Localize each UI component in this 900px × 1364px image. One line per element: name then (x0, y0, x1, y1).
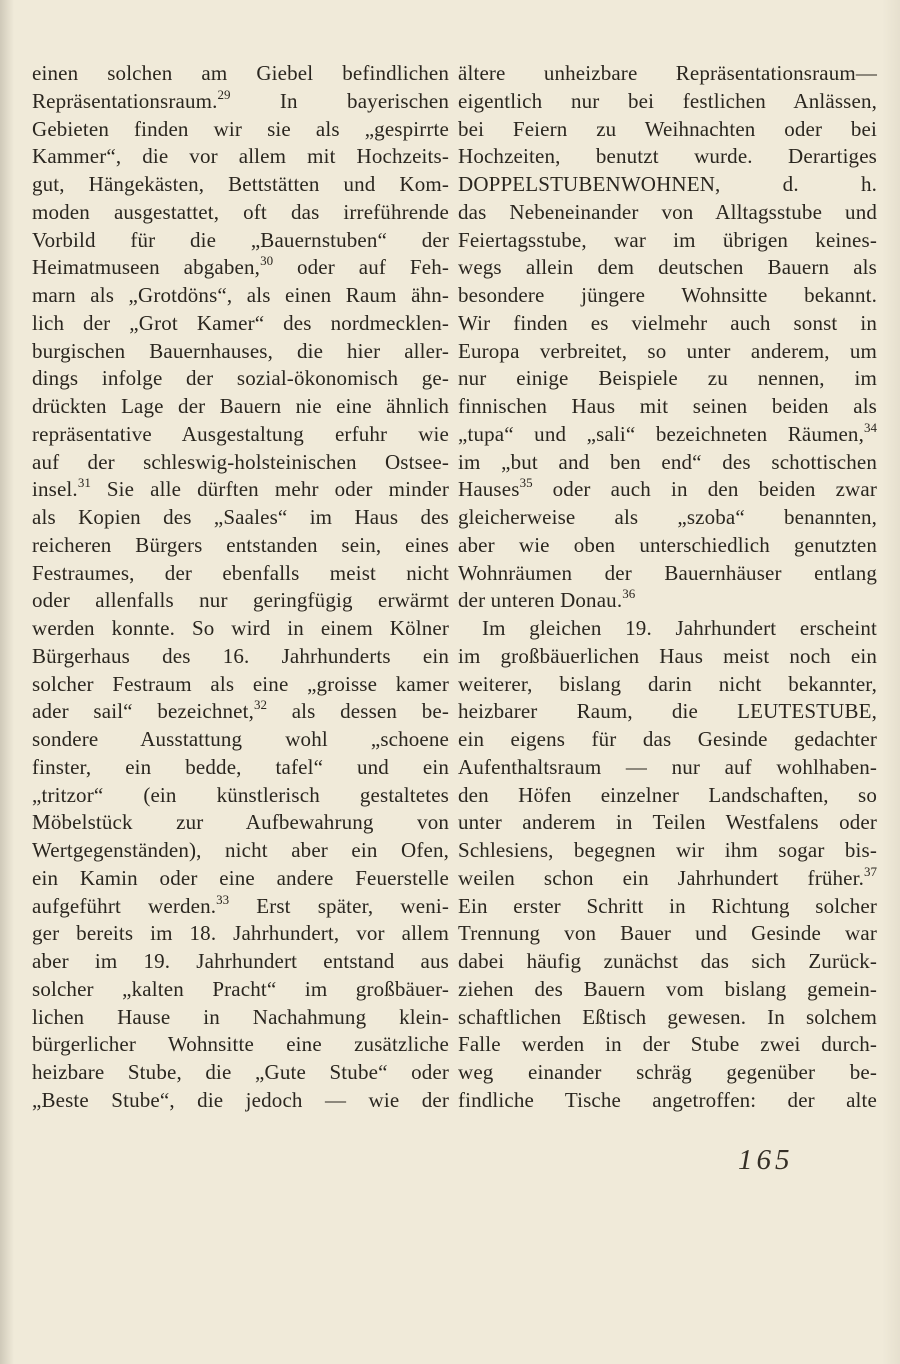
footnote-ref: 29 (217, 86, 231, 102)
text-line: Feiertagsstube, war im übrigen keines- (458, 227, 877, 252)
scan-edge-shadow-left (0, 0, 14, 1364)
text-line: einen solchen am Giebel befindlichen (32, 61, 449, 85)
text-line: Aufenthaltsraum — nur auf wohlhaben- (458, 754, 877, 779)
text-line: auf der schleswig-holsteinischen Ostsee- (32, 449, 449, 474)
text-line: ältere unheizbare Repräsentationsraum— (458, 61, 877, 85)
text-line: Kammer“, die vor allem mit Hochzeits- (32, 144, 449, 169)
text-line: heizbare Stube, die „Gute Stube“ oder (32, 1060, 449, 1084)
text-line: Hauses$^{35}$ oder auch in den beiden zwar (458, 475, 877, 502)
text-line: gut, Hängekästen, Bettstätten und Kom- (32, 172, 449, 196)
text-line: werden konnte. So wird in einem Kölner (32, 616, 449, 640)
footnote-ref: 34 (864, 419, 877, 435)
footnote-ref: 36 (622, 586, 636, 602)
text-line: als Kopien des „Saales“ im Haus des (32, 505, 449, 529)
text-line: Trennung von Bauer und Gesinde war (458, 921, 877, 946)
text-line: reicheren Bürgers entstanden sein, eines (32, 532, 449, 557)
text-line: Schlesiens, begegnen wir ihm sogar bis- (458, 838, 877, 862)
text-line: Falle werden in der Stube zwei durch- (458, 1032, 877, 1057)
right-column (458, 60, 877, 1115)
text-line: repräsentative Ausgestaltung erfuhr wie (32, 421, 449, 446)
text-line: schaftlichen Eßtisch gewesen. In solchem (458, 1004, 877, 1029)
scan-edge-shadow-right (882, 0, 900, 1364)
text-line: moden ausgestattet, oft das irreführende (32, 199, 449, 224)
text-line: Ein erster Schritt in Richtung solcher (458, 893, 877, 918)
text-line: solcher „kalten Pracht“ im großbäuer- (32, 976, 449, 1001)
text-line: „tritzor“ (ein künstlerisch gestaltetes (32, 782, 449, 807)
text-line: der unteren Donau.$^{36}$ (458, 586, 636, 613)
footnote-ref: 31 (77, 475, 91, 491)
text-line: im großbäuerlichen Haus meist noch ein (458, 643, 877, 668)
text-line: ein eigens für das Gesinde gedachter (458, 727, 877, 751)
text-line: drückten Lage der Bauern nie eine ähnlich (32, 394, 449, 418)
text-line: Festraumes, der ebenfalls meist nicht (32, 560, 449, 585)
footnote-ref: 32 (254, 697, 268, 713)
text-line: ger bereits im 18. Jahrhundert, vor allem (32, 921, 449, 946)
text-line: insel.$^{31}$ Sie alle dürften mehr oder minder (32, 475, 449, 502)
text-line: dings infolge der sozial-ökonomisch ge- (32, 366, 449, 391)
text-line: aber wie oben unterschiedlich genutzten (458, 532, 877, 557)
text-line: lich der „Grot Kamer“ des nordmecklen- (32, 310, 449, 335)
text-line: finster, ein bedde, tafel“ und ein (32, 754, 449, 779)
left-column (32, 60, 449, 1115)
text-line: findliche Tische angetroffen: der alte (458, 1087, 877, 1112)
text-line: bürgerlicher Wohnsitte eine zusätzliche (32, 1032, 449, 1057)
text-line: aufgeführt werden.$^{33}$ Erst später, weni- (32, 891, 449, 918)
text-line: Hochzeiten, benutzt wurde. Derartiges (458, 144, 877, 169)
text-line: dabei häufig zunächst das sich Zurück- (458, 949, 877, 973)
text-line: aber im 19. Jahrhundert entstand aus (32, 949, 449, 973)
text-line: im „but and ben end“ des schottischen (458, 449, 877, 474)
text-line: burgischen Bauernhauses, die hier aller- (32, 338, 449, 363)
text-line: ader sail“ bezeichnet,$^{32}$ als dessen be- (32, 697, 449, 724)
text-line: DOPPELSTUBENWOHNEN, d. h. (458, 172, 877, 196)
text-line: ziehen des Bauern vom bislang gemein- (458, 976, 877, 1001)
text-line: gleicherweise als „szoba“ benannten, (458, 505, 877, 529)
text-line: Möbelstück zur Aufbewahrung von (32, 810, 449, 835)
text-line: Europa verbreitet, so unter anderem, um (458, 338, 877, 363)
text-line: finnischen Haus mit seinen beiden als (458, 394, 877, 418)
text-line: den Höfen einzelner Landschaften, so (458, 782, 877, 807)
text-line: weiterer, bislang darin nicht bekannter, (458, 671, 877, 696)
text-line: Wohnräumen der Bauernhäuser entlang (458, 560, 877, 585)
text-line: Repräsentationsraum.$^{29}$ In bayerischen (32, 86, 449, 113)
text-line: wegs allein dem deutschen Bauern als (458, 255, 877, 280)
text-line: marn als „Grotdöns“, als einen Raum ähn- (32, 283, 449, 307)
text-line: eigentlich nur bei festlichen Anlässen, (458, 88, 877, 113)
footnote-ref: 33 (216, 891, 230, 907)
text-line: Heimatmuseen abgaben,$^{30}$ oder auf Feh- (32, 253, 449, 280)
text-line: solcher Festraum als eine „groisse kamer (32, 671, 449, 696)
text-line: „tupa“ und „sali“ bezeichneten Räumen,$^{34}$ (458, 419, 877, 446)
text-line: ein Kamin oder eine andere Feuerstelle (32, 865, 449, 890)
text-line: besondere jüngere Wohnsitte bekannt. (458, 283, 877, 307)
page-number: 165 (738, 1144, 794, 1176)
footnote-ref: 30 (260, 253, 274, 269)
text-line: weilen schon ein Jahrhundert früher.$^{37}$ (458, 863, 877, 890)
text-line: bei Feiern zu Weihnachten oder bei (458, 116, 877, 141)
footnote-ref: 37 (864, 863, 877, 879)
text-line: das Nebeneinander von Alltagsstube und (458, 199, 877, 224)
text-line: heizbarer Raum, die LEUTESTUBE, (458, 699, 877, 724)
text-line: nur einige Beispiele zu nennen, im (458, 366, 877, 391)
text-line: Vorbild für die „Bauernstuben“ der (32, 227, 449, 252)
text-line: Wertgegenständen), nicht aber ein Ofen, (32, 838, 449, 862)
text-line: oder allenfalls nur geringfügig erwärmt (32, 588, 449, 613)
text-line: weg einander schräg gegenüber be- (458, 1060, 877, 1084)
footnote-ref: 35 (519, 475, 533, 491)
text-line: Wir finden es vielmehr auch sonst in (458, 310, 877, 335)
text-line: Bürgerhaus des 16. Jahrhunderts ein (32, 643, 449, 668)
text-line: Gebieten finden wir sie als „gespirrte (32, 116, 449, 141)
text-line: „Beste Stube“, die jedoch — wie der (32, 1087, 449, 1112)
text-line: sondere Ausstattung wohl „schoene (32, 727, 449, 751)
text-line: unter anderem in Teilen Westfalens oder (458, 810, 877, 835)
text-line: lichen Hause in Nachahmung klein- (32, 1004, 449, 1029)
text-line: Im gleichen 19. Jahrhundert erscheint (482, 616, 877, 640)
